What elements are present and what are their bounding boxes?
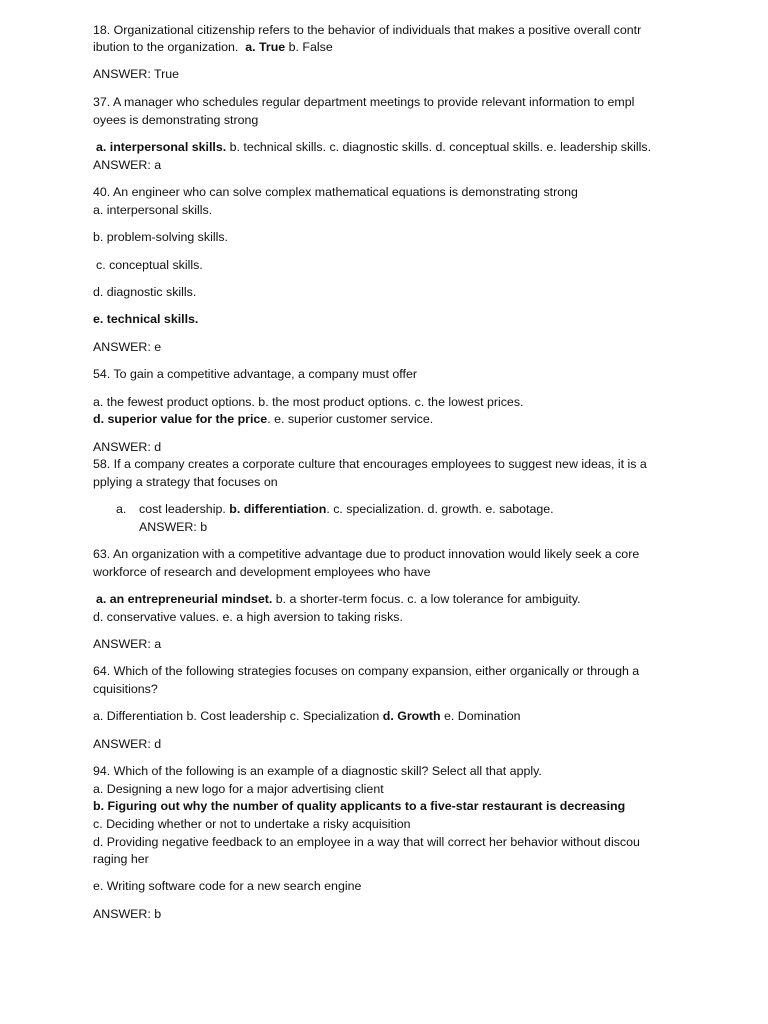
q54-options-de [93,411,433,428]
q40-answer: ANSWER: e [93,340,162,354]
q64-stem-line-2: cquisitions? [93,682,158,696]
q64-options-abc: a. Differentiation b. Cost leadership c. Specialization [93,709,380,723]
q18-stem-line-1: 18. Organizational citizenship refers to the behavior of individuals that makes a positive overall contr [93,23,642,37]
q37-options [96,139,651,156]
q54-answer: ANSWER: d [93,440,162,454]
q64-option-e: e. Domination [444,709,521,723]
q58-stem-line-1: 58. If a company creates a corporate culture that encourages employees to suggest new ideas, it is a [93,457,647,471]
q37-stem-line-1: 37. A manager who schedules regular department meetings to provide relevant information to empl [93,95,635,109]
q37-options-rest: b. technical skills. c. diagnostic skills. d. conceptual skills. e. leadership skills. [229,140,652,154]
q58-option-a: cost leadership. [139,502,226,516]
q94-option-c: c. Deciding whether or not to undertake a risky acquisition [93,817,411,831]
q54-option-e: . e. superior customer service. [267,412,434,426]
q18-stem-line-2 [93,39,333,56]
q58-stem-line-2: pplying a strategy that focuses on [93,475,278,489]
q64-answer: ANSWER: d [93,737,162,751]
q94-option-d-line-2: raging her [93,852,149,866]
q94-option-e: e. Writing software code for a new search engine [93,879,362,893]
q58-options [139,501,554,518]
q58-option-b: b. differentiation [229,502,327,516]
q54-option-d: d. superior value for the price [93,412,268,426]
q40-option-b: b. problem-solving skills. [93,230,228,244]
q58-options-rest: . c. specialization. d. growth. e. sabotage. [326,502,554,516]
q37-answer: ANSWER: a [93,158,162,172]
q63-stem-line-2: workforce of research and development employees who have [93,565,431,579]
q18-option-b: b. False [288,40,333,54]
q94-answer: ANSWER: b [93,907,162,921]
q54-options-abc: a. the fewest product options. b. the most product options. c. the lowest prices. [93,395,524,409]
q18-option-a: a. True [245,40,286,54]
q40-option-c: c. conceptual skills. [96,258,203,272]
q37-stem-line-2: oyees is demonstrating strong [93,113,259,127]
q94-stem-line-1: 94. Which of the following is an example of a diagnostic skill? Select all that apply. [93,764,542,778]
q94-option-b: b. Figuring out why the number of quality applicants to a five-star restaurant is decreasing [93,799,626,813]
q63-stem-line-1: 63. An organization with a competitive advantage due to product innovation would likely seek a core [93,547,640,561]
q94-option-a: a. Designing a new logo for a major advertising client [93,782,384,796]
q63-option-a: a. an entrepreneurial mindset. [96,592,273,606]
q64-stem-line-1: 64. Which of the following strategies focuses on company expansion, either organically or through a [93,664,640,678]
q63-options-abc [96,591,581,608]
q58-answer: ANSWER: b [139,520,208,534]
q40-option-d: d. diagnostic skills. [93,285,197,299]
q40-option-e: e. technical skills. [93,312,199,326]
q18-answer: ANSWER: True [93,67,180,81]
q40-stem-line-1: 40. An engineer who can solve complex mathematical equations is demonstrating strong [93,185,578,199]
q63-options-de: d. conservative values. e. a high aversion to taking risks. [93,610,403,624]
q63-answer: ANSWER: a [93,637,162,651]
q54-stem-line-1: 54. To gain a competitive advantage, a company must offer [93,367,417,381]
q40-option-a: a. interpersonal skills. [93,203,213,217]
q58-list-marker: a. [116,502,127,516]
q37-option-a: a. interpersonal skills. [96,140,227,154]
q94-option-d-line-1: d. Providing negative feedback to an employee in a way that will correct her behavior without discou [93,835,640,849]
q18-stem-text: ibution to the organization. [93,40,239,54]
q64-options [93,708,520,725]
q63-options-bc: b. a shorter-term focus. c. a low tolerance for ambiguity. [275,592,581,606]
q64-option-d: d. Growth [382,709,441,723]
